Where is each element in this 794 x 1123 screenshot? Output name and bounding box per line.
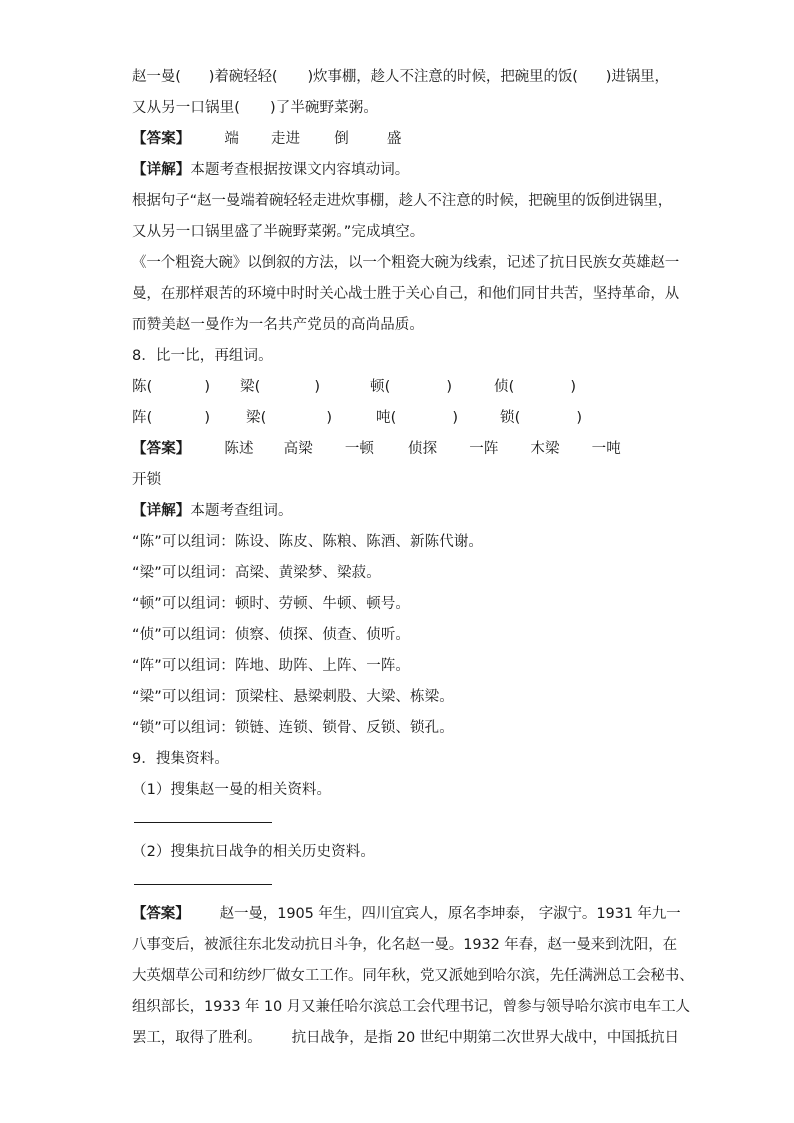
q8-word-group: “锁”可以组词：锁链、连锁、锁骨、反锁、锁孔。 <box>132 720 454 736</box>
answer-tag: 【答案】 <box>132 131 191 147</box>
answer-text: 罢工，取得了胜利。 <box>132 1030 262 1046</box>
q8-item: 梁( ) <box>246 410 333 426</box>
answer-line <box>132 1023 679 1054</box>
q7-text: )炊事棚，趁人不注意的时候，把碗里的饭( <box>307 69 578 85</box>
q8-item: 陈( ) <box>132 379 211 395</box>
answer-word: 盛 <box>386 131 402 147</box>
answer-word: 高梁 <box>283 441 313 457</box>
underline <box>134 822 272 823</box>
answer-blank-line <box>132 868 672 899</box>
underline <box>134 884 272 885</box>
paragraph-line: 根据句子“赵一曼端着碗轻轻走进炊事棚，趁人不注意的时候，把碗里的饭倒进锅里， <box>132 193 673 209</box>
q8-answer-wrap: 开锁 <box>132 472 162 488</box>
q7-answer-line <box>132 124 672 155</box>
paragraph-line: 《一个粗瓷大碗》以倒叙的方法，以一个粗瓷大碗为线索，记述了抗日民族女英雄赵一 <box>132 255 680 271</box>
answer-word: 端 <box>224 131 240 147</box>
q8-word-group: “顿”可以组词：顿时、劳顿、牛顿、顿号。 <box>132 596 411 612</box>
q7-text: )了半碗野菜粥。 <box>269 100 378 116</box>
q7-text: 又从另一口锅里( <box>132 100 240 116</box>
answer-word: 倒 <box>334 131 349 147</box>
detail-text: 本题考查组词。 <box>190 503 293 519</box>
answer-word: 一顿 <box>344 441 375 457</box>
q8-item: 顿( ) <box>370 379 453 395</box>
detail-tag: 【详解】 <box>132 162 191 178</box>
q8-item: 侦( ) <box>494 379 577 395</box>
q9-title: 9．搜集资料。 <box>132 751 229 767</box>
detail-text: 本题考查根据按课文内容填动词。 <box>190 162 410 178</box>
q7-question-line-2 <box>132 93 672 124</box>
detail-tag: 【详解】 <box>132 503 191 519</box>
q8-title: 8．比一比，再组词。 <box>132 348 273 364</box>
answer-text: 赵一曼，1905 年生，四川宜宾人，原名李坤泰， 字淑宁。1931 年九一 <box>219 906 681 922</box>
q9-answer-line <box>132 899 681 930</box>
q8-word-group: “梁”可以组词：高梁、黄梁梦、梁菽。 <box>132 565 381 581</box>
q8-row-2 <box>132 403 672 434</box>
q7-text: 赵一曼( <box>132 69 181 85</box>
q7-text: )着碗轻轻( <box>208 69 278 85</box>
q8-word-group: “陈”可以组词：陈设、陈皮、陈粮、陈酒、新陈代谢。 <box>132 534 484 550</box>
document-content <box>132 62 694 1054</box>
q8-word-group: “阵”可以组词：阵地、助阵、上阵、一阵。 <box>132 658 411 674</box>
answer-blank-line <box>132 806 672 837</box>
paragraph-line: 又从另一口锅里盛了半碗野菜粥。”完成填空。 <box>132 224 425 240</box>
q8-item: 阵( ) <box>132 410 211 426</box>
answer-line: 八事变后，被派往东北发动抗日斗争，化名赵一曼。1932 年春，赵一曼来到沈阳，在 <box>132 937 678 953</box>
answer-tag: 【答案】 <box>132 906 190 922</box>
answer-word: 侦探 <box>408 441 438 457</box>
answer-word: 一吨 <box>591 441 621 457</box>
q8-row-1 <box>132 372 672 403</box>
answer-word: 一阵 <box>469 441 499 457</box>
answer-word: 走进 <box>271 131 301 147</box>
q8-word-group: “侦”可以组词：侦察、侦探、侦查、侦听。 <box>132 627 411 643</box>
q8-answer-line <box>132 434 672 465</box>
answer-text: 抗日战争，是指 20 世纪中期第二次世界大战中，中国抵抗日 <box>291 1030 679 1046</box>
paragraph-line: 而赞美赵一曼作为一名共产党员的高尚品质。 <box>132 317 424 333</box>
q7-question-line-1 <box>132 62 672 93</box>
q7-detail-line <box>132 155 672 186</box>
q9-subquestion-1: （1）搜集赵一曼的相关资料。 <box>132 782 332 798</box>
answer-word: 木梁 <box>530 441 560 457</box>
q8-detail-line <box>132 496 672 527</box>
q7-text: )进锅里， <box>605 69 669 85</box>
answer-word: 陈述 <box>224 441 254 457</box>
q8-item: 梁( ) <box>240 379 321 395</box>
q8-word-group: “梁”可以组词：顶梁柱、悬梁刺股、大梁、栋梁。 <box>132 689 454 705</box>
paragraph-line: 曼，在那样艰苦的环境中时时关心战士胜于关心自己，和他们同甘共苦，坚持革命，从 <box>132 286 680 302</box>
answer-line: 组织部长，1933 年 10 月又兼任哈尔滨总工会代理书记，曾参与领导哈尔滨市电车工人 <box>132 999 690 1015</box>
q8-item: 吨( ) <box>376 410 459 426</box>
q8-item: 锁( ) <box>500 410 583 426</box>
answer-line: 大英烟草公司和纺纱厂做女工工作。同年秋，党又派她到哈尔滨，先任满洲总工会秘书、 <box>132 968 694 984</box>
answer-tag: 【答案】 <box>132 441 191 457</box>
q9-subquestion-2: （2）搜集抗日战争的相关历史资料。 <box>132 844 375 860</box>
